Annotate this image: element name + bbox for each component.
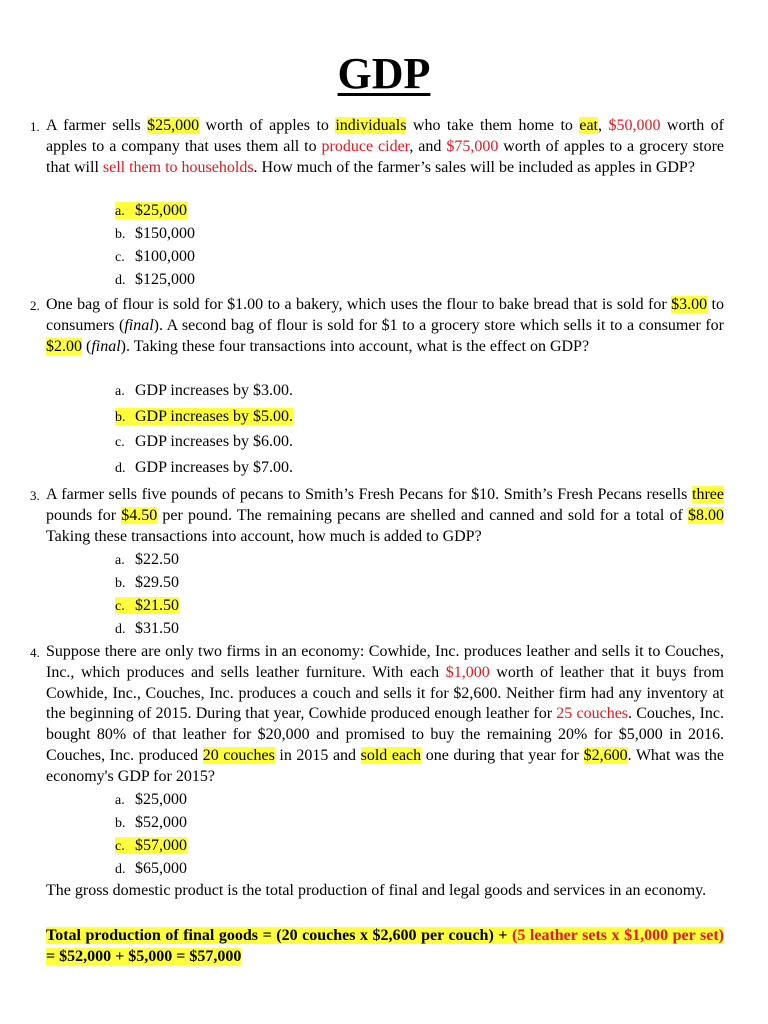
red-text: 25 couches (556, 705, 629, 723)
red-text: sell them to households (102, 158, 254, 176)
question-number: 2. (30, 298, 40, 313)
question-4: 4. Suppose there are only two firms in an economy: Cowhide, Inc. produces leather and sells it to Couches, Inc., which produces and sells leather furniture. With each $1,000 worth of leather that it buys from Cowhide, Inc., Couches, Inc. produces a couch and sells it for $2,600. Neither firm had any inventory at the beginning of 2015. During that year, Cowhide produced enough leather for 25 couches. Couches, Inc. bought 80% of that leather for $20,000 and promised to buy the remaining 20% for $5,000 in 2016. Couches, Inc. produced 20 couches in 2015 and sold each one during that year for $2,600. What was the economy's GDP for 2015? (30, 643, 725, 785)
option-d[interactable]: d. $65,000 (115, 860, 187, 877)
highlight-text: $3.00 (671, 296, 708, 313)
option-d[interactable]: d. $125,000 (115, 271, 195, 288)
gdp-definition: The gross domestic product is the total production of final and legal goods and services in an economy. (46, 882, 707, 899)
gdp-calculation: Total production of final goods = (20 couches x $2,600 per couch) + (5 leather sets x $1,000 per set) = $52,000 + $5,000 = $57,000 (46, 927, 725, 965)
highlight-text: 20 couches (202, 746, 275, 764)
option-c[interactable]: c. $57,000 (115, 837, 187, 854)
option-b[interactable]: b. $29.50 (115, 574, 179, 591)
highlight-text: three (692, 486, 724, 503)
red-text: produce cider (321, 137, 410, 155)
option-a[interactable]: a. $22.50 (115, 551, 179, 568)
option-d[interactable]: d. GDP increases by $7.00. (115, 458, 294, 476)
option-c[interactable]: c. $21.50 (115, 597, 179, 614)
question-3-options (115, 550, 415, 642)
highlight-text: $2.00 (46, 337, 82, 355)
question-number: 3. (30, 488, 40, 503)
option-b[interactable]: b. $150,000 (115, 225, 195, 242)
highlight-text: sold each (360, 746, 422, 764)
question-1-options (115, 201, 415, 293)
highlight-text: individuals (335, 117, 407, 134)
highlight-text: $2,600 (583, 746, 628, 764)
question-number: 1. (30, 119, 40, 134)
question-2: 2. One bag of flour is sold for $1.00 to a bakery, which uses the flour to bake bread that is sold for $3.00 to consumers (final). A second bag of flour is sold for $1 to a grocery store which sells it to a consumer for $2.00 (final). Taking these four transactions into account, what is the effect on GDP? (30, 296, 724, 355)
question-number: 4. (30, 645, 40, 660)
question-3: 3. A farmer sells five pounds of pecans to Smith’s Fresh Pecans for $10. Smith’s Fresh Pecans resells three pounds for $4.50 per pound. The remaining pecans are shelled and canned and sold for a total of $8.00 Taking these transactions into account, how much is added to GDP? (30, 486, 724, 545)
question-2-options (115, 381, 415, 483)
option-a[interactable]: a. GDP increases by $3.00. (115, 382, 294, 399)
red-text: $50,000 (608, 117, 661, 134)
option-a[interactable]: a. $25,000 (115, 202, 187, 219)
option-d[interactable]: d. $31.50 (115, 620, 179, 637)
option-a[interactable]: a. $25,000 (115, 791, 187, 808)
highlight-text: eat (579, 117, 598, 134)
highlight-text: $8.00 (688, 506, 724, 524)
option-b[interactable]: b. GDP increases by $5.00. (115, 407, 294, 425)
option-b[interactable]: b. $52,000 (115, 814, 187, 831)
highlight-text: $4.50 (121, 506, 158, 524)
option-c[interactable]: c. GDP increases by $6.00. (115, 433, 294, 450)
option-c[interactable]: c. $100,000 (115, 248, 195, 265)
question-1: 1. A farmer sells $25,000 worth of apples to individuals who take them home to eat, $50,000 worth of apples to a company that uses them all to produce cider, and $75,000 worth of apples to a grocery store that will sell them to households. How much of the farmer’s sales will be included as apples in GDP? (30, 117, 725, 176)
page-title: GDP (337, 49, 431, 98)
red-text: $1,000 (445, 663, 490, 681)
red-text: $75,000 (446, 137, 499, 155)
highlight-text: $25,000 (147, 117, 200, 134)
question-4-options (115, 790, 415, 882)
